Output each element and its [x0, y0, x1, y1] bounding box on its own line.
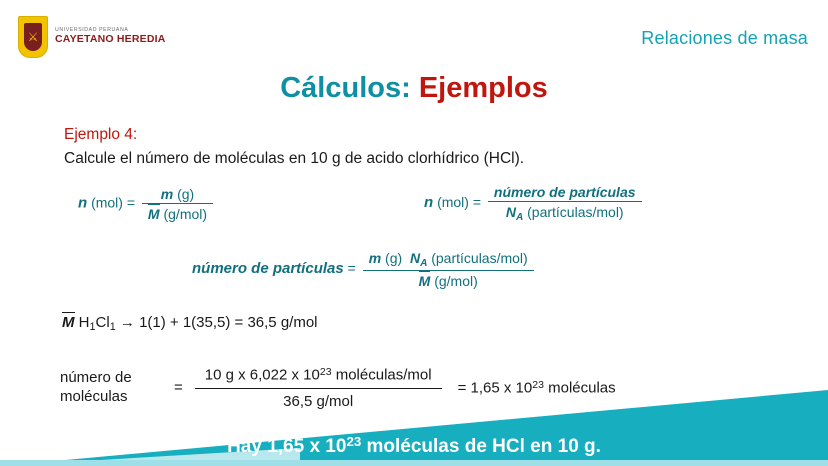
formula3-numerator: [363, 250, 534, 271]
formula1-equals: =: [126, 194, 136, 211]
calc-numerator: [195, 366, 442, 389]
calc-result-equals: =: [457, 379, 467, 397]
formula1-den-sym: M: [147, 206, 160, 222]
formula1-denominator: [142, 204, 213, 222]
banner-bottom-bar: [0, 460, 828, 466]
calc-denominator: 36,5 g/mol: [283, 392, 354, 410]
example-label: Ejemplo 4:: [64, 126, 138, 143]
formula1-num-sym: m: [160, 186, 174, 202]
section-title: Relaciones de masa: [641, 28, 808, 48]
crest-icon: [18, 16, 48, 58]
formula1-num-unit: (g): [177, 186, 195, 202]
banner-text: [0, 434, 828, 458]
formula3-fraction: [363, 250, 534, 289]
formula3-num-na-sub: A: [420, 257, 428, 269]
molar-mass-sub2: 1: [109, 321, 116, 334]
formula3-den-sym: M: [418, 272, 431, 289]
calc-result-main: 1,65 x 10: [470, 379, 533, 397]
calc-numerator-main: 10 g x 6,022 x 10: [204, 366, 320, 384]
molar-mass-sub1: 1: [89, 321, 96, 334]
molar-mass-symbol: M: [62, 314, 75, 331]
page-title: [0, 72, 828, 105]
logo-text: [55, 28, 166, 45]
page-title-part2: Ejemplos: [418, 72, 548, 104]
formula1-fraction: [142, 186, 213, 222]
molar-mass-arrow-icon: →: [119, 314, 135, 331]
formula-moles-from-particles: [424, 184, 645, 223]
formula3-num-na-unit: (partículas/mol): [431, 250, 528, 266]
calc-result-exp: 23: [532, 379, 544, 391]
formula3-num-mass-sym: m: [368, 250, 382, 266]
formula1-lhs-unit: (mol): [91, 194, 123, 211]
formula3-lhs: número de partículas: [192, 260, 344, 278]
logo-name: CAYETANO HEREDIA: [55, 33, 166, 46]
bottom-banner: [0, 387, 828, 466]
formula2-den-unit: (partículas/mol): [527, 204, 624, 220]
formula2-den-sym: N: [505, 204, 516, 220]
page-title-part1: Cálculos:: [280, 72, 419, 104]
formula-particles: [192, 250, 537, 289]
crest-inner-icon: ⚔: [24, 23, 42, 51]
formula2-lhs: n: [424, 194, 434, 212]
banner-text-exp: 23: [346, 434, 362, 450]
calc-numerator-tail: moléculas/mol: [331, 366, 432, 384]
logo-university-line: UNIVERSIDAD PERUANA: [55, 27, 129, 34]
calc-label-line2: moléculas: [60, 387, 128, 405]
formula3-num-na-sym: N: [409, 250, 421, 266]
formula2-numerator: número de partículas: [488, 184, 642, 202]
university-logo: [18, 16, 166, 58]
formula2-equals: =: [472, 194, 482, 211]
banner-text-a: Hay 1,65 x 10: [227, 436, 347, 457]
calc-result-tail: moléculas: [543, 379, 616, 397]
formula3-num-mass-unit: (g): [385, 250, 403, 266]
formula2-denominator: [488, 202, 642, 223]
formula3-equals: =: [347, 260, 356, 277]
formula2-lhs-unit: (mol): [437, 194, 469, 211]
formula1-den-unit: (g/mol): [163, 206, 208, 222]
calc-label-line1: número de: [60, 369, 132, 387]
formula1-lhs: n: [78, 194, 88, 212]
formula2-den-sub: A: [515, 211, 524, 223]
molar-mass-line: [62, 314, 318, 333]
formula1-numerator: [142, 186, 213, 204]
molar-mass-formula-el1: H: [78, 314, 90, 331]
molar-mass-expression: 1(1) + 1(35,5) = 36,5 g/mol: [139, 314, 318, 331]
banner-text-b: moléculas de HCl en 10 g.: [361, 436, 601, 457]
formula2-fraction: [488, 184, 642, 223]
molar-mass-formula-el2: Cl: [95, 314, 110, 331]
calc-numerator-exp: 23: [319, 366, 332, 378]
formula3-denominator: [363, 271, 534, 289]
formula-moles-from-mass: [78, 186, 216, 222]
calc-equals: =: [174, 379, 183, 397]
formula3-den-unit: (g/mol): [434, 272, 478, 289]
example-statement: Calcule el número de moléculas en 10 g de acido clorhídrico (HCl).: [64, 150, 525, 167]
